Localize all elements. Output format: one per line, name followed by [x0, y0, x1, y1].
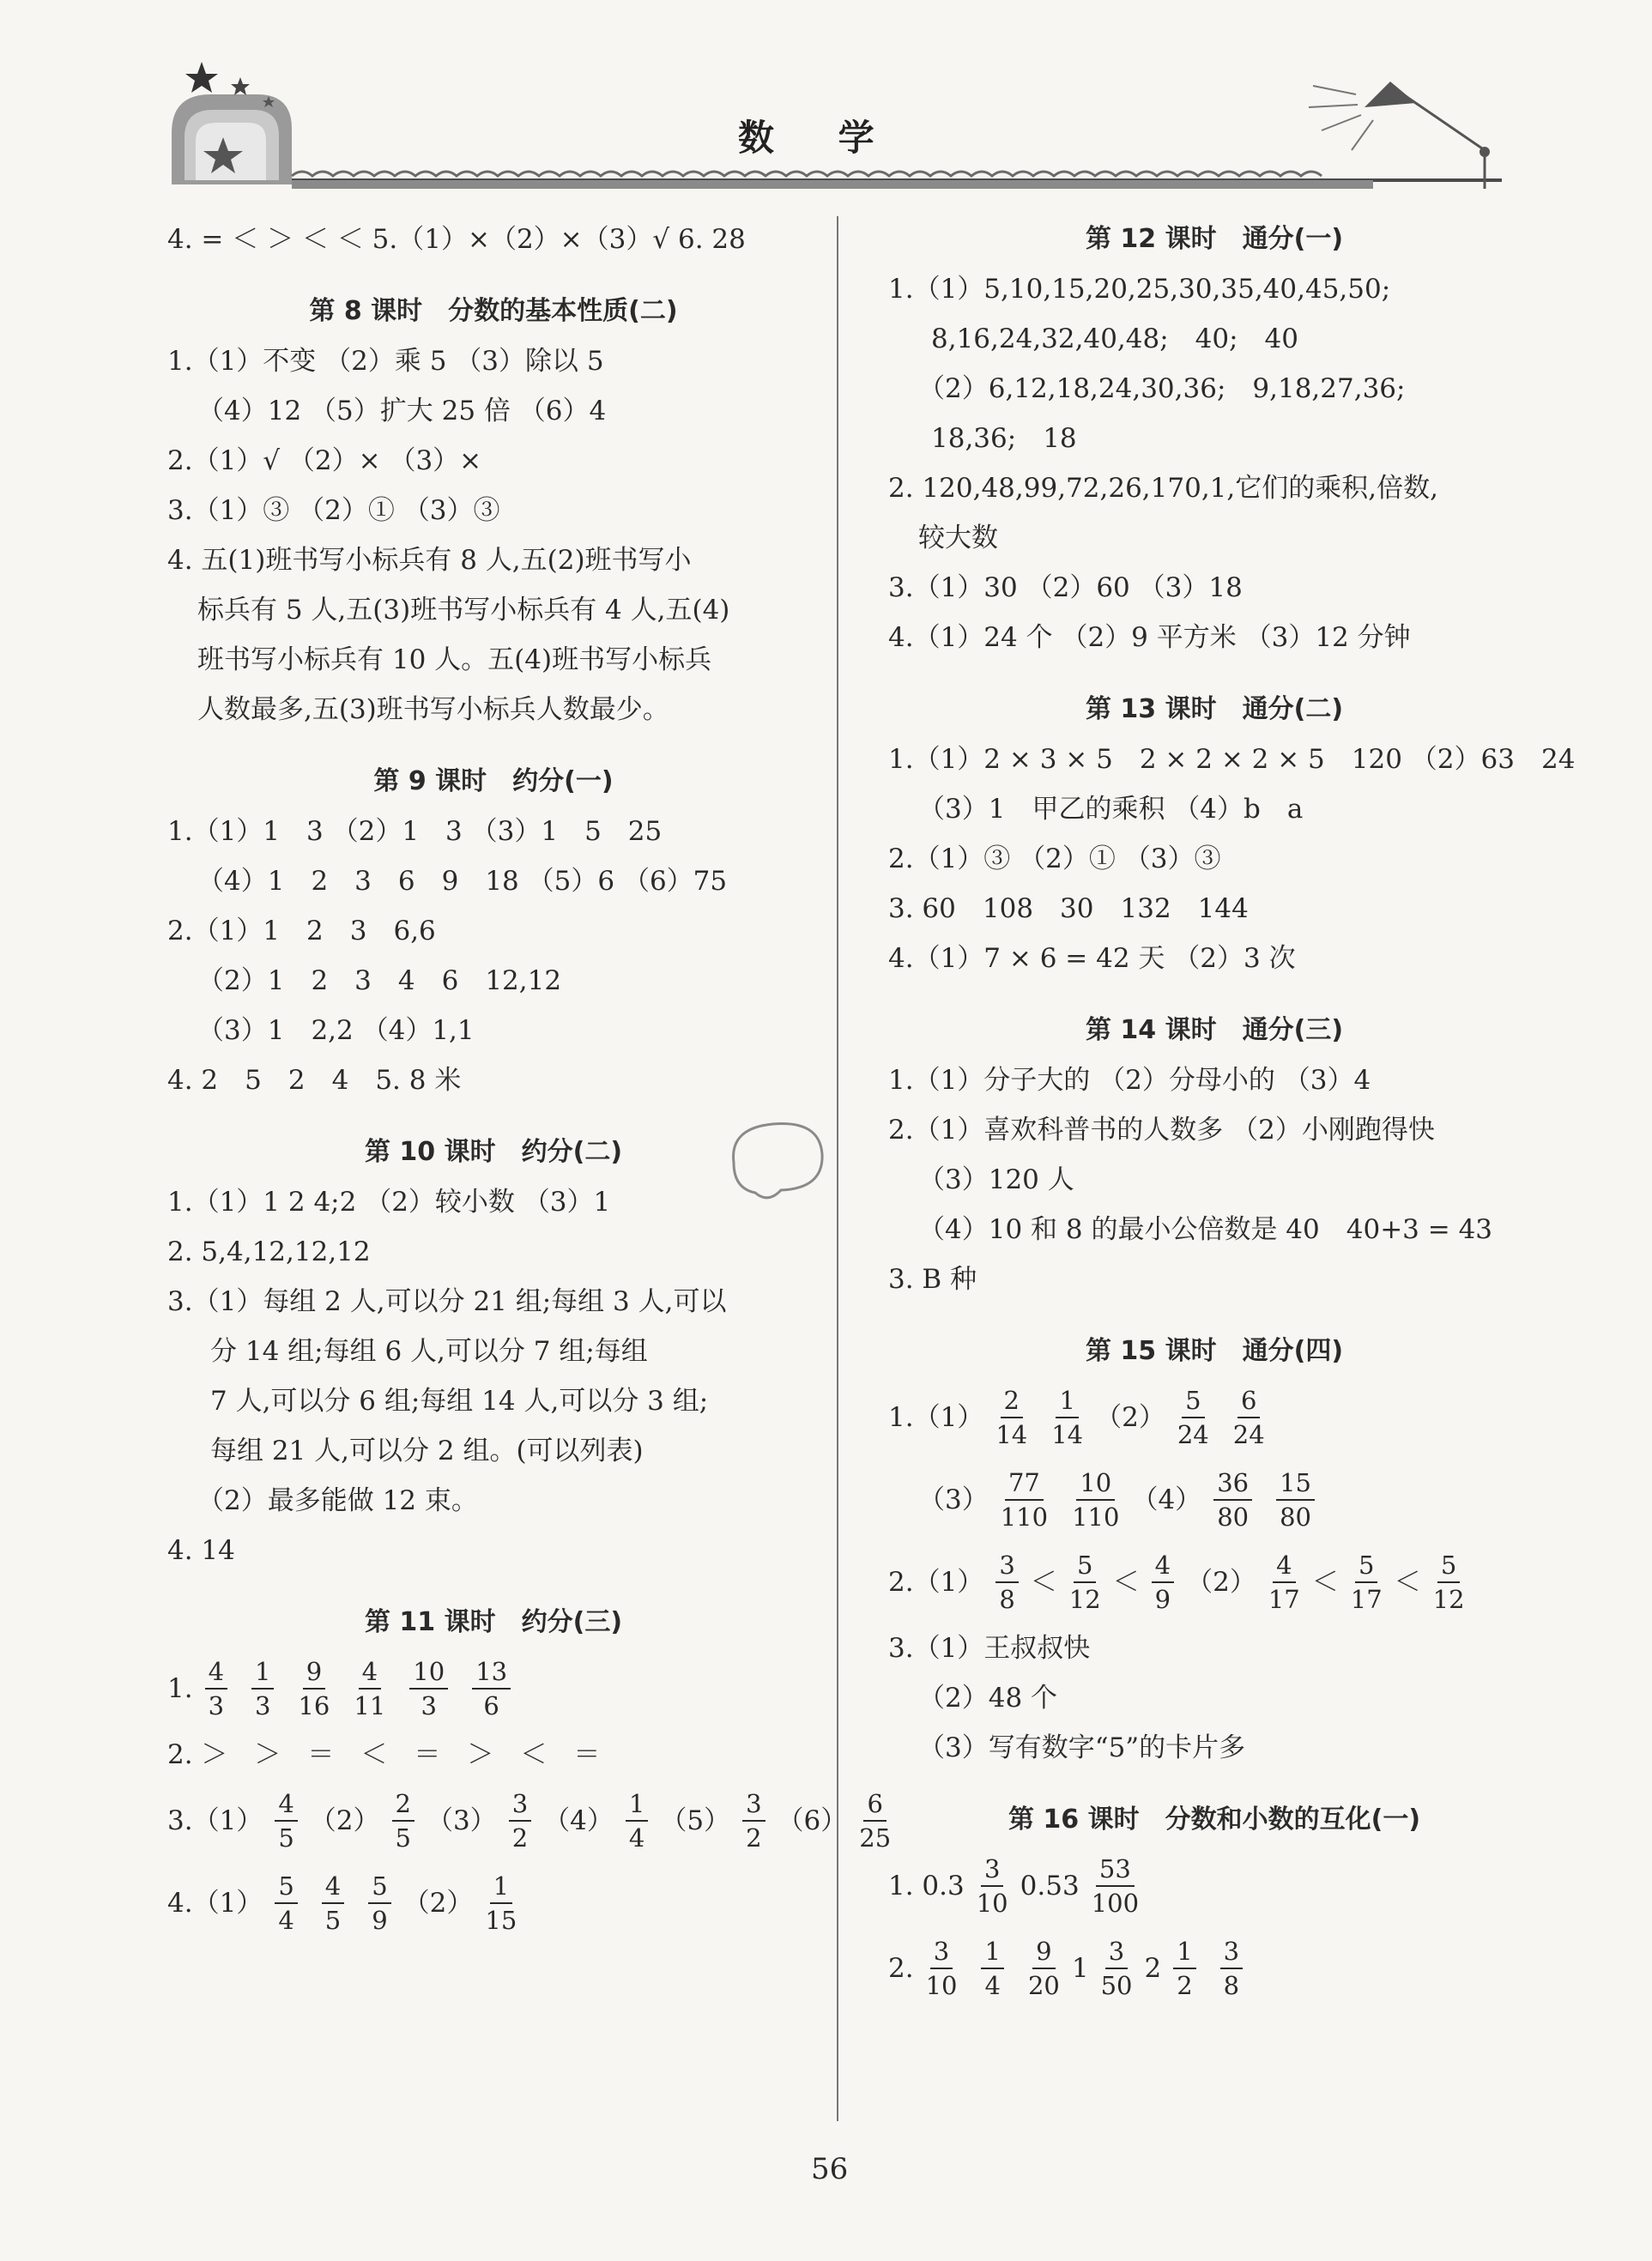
answer-line: 1.（1）不变 （2）乘 5 （3）除以 5: [167, 346, 604, 377]
answer-line: 7 人,可以分 6 组;每组 14 人,可以分 3 组;: [210, 1386, 709, 1417]
answer-line: 3. B 种: [888, 1264, 977, 1295]
left-column: [167, 215, 892, 1944]
answer-line: 每组 21 人,可以分 2 组。(可以列表): [210, 1436, 644, 1466]
answer-text: ＜: [1112, 1567, 1140, 1598]
answer-line: 3.（1）③ （2）① （3）③: [167, 495, 500, 526]
fraction: [859, 1787, 891, 1854]
fraction-numerator: 2: [392, 1787, 415, 1822]
answer-line: 标兵有 5 人,五(3)班书写小标兵有 4 人,五(4): [197, 595, 730, 626]
fraction-numerator: 2: [1001, 1384, 1023, 1418]
fraction: [1173, 1935, 1195, 2002]
fraction-denominator: 2: [511, 1823, 529, 1853]
fraction-denominator: 80: [1280, 1502, 1311, 1532]
fraction-numerator: 13: [472, 1655, 511, 1690]
answer-text: ＜: [1030, 1567, 1057, 1598]
fraction-numerator: 4: [275, 1787, 297, 1822]
fraction: [298, 1655, 330, 1722]
fraction-denominator: 24: [1232, 1420, 1265, 1449]
answer-line: 班书写小标兵有 10 人。五(4)班书写小标兵: [197, 644, 712, 675]
fraction-numerator: 3: [981, 1853, 1003, 1887]
fraction-numerator: 53: [1096, 1853, 1135, 1887]
fraction-numerator: 10: [1076, 1466, 1115, 1501]
fraction: [981, 1935, 1003, 2002]
answer-text: （2）: [1186, 1567, 1256, 1598]
answer-line: 3. 60 108 30 132 144: [888, 893, 1249, 924]
fraction-answer-line: [888, 1541, 1540, 1623]
fraction: [1276, 1466, 1315, 1533]
fraction: [1177, 1384, 1209, 1451]
answer-text: 1.（1）: [888, 1402, 984, 1433]
fraction-denominator: 10: [976, 1889, 1008, 1918]
answer-line: 较大数: [918, 523, 998, 553]
fraction-numerator: 1: [1056, 1384, 1078, 1418]
fraction: [275, 1787, 297, 1854]
answer-line: 1.（1）1 2 4;2 （2）较小数 （3）1: [167, 1187, 611, 1218]
answer-text: 1. 0.3: [888, 1871, 965, 1901]
answer-line: （3）1 甲乙的乘积 （4）b a: [918, 794, 1304, 825]
fraction-denominator: 25: [859, 1823, 892, 1853]
answer-text: 2.: [888, 1953, 914, 1984]
fraction-numerator: 4: [359, 1655, 381, 1690]
answer-text: 3.（1）: [167, 1805, 263, 1836]
fraction-denominator: 12: [1068, 1585, 1101, 1614]
fraction: [1001, 1466, 1048, 1533]
fraction-numerator: 4: [1273, 1549, 1295, 1583]
fraction-numerator: 15: [1276, 1466, 1315, 1501]
fraction: [205, 1655, 227, 1722]
fraction-denominator: 16: [298, 1691, 330, 1720]
fraction-denominator: 14: [995, 1420, 1028, 1449]
fraction: [251, 1655, 274, 1722]
answer-text: 4.（1）: [167, 1888, 263, 1919]
fraction-denominator: 17: [1350, 1585, 1383, 1614]
page-header: [163, 51, 1502, 197]
fraction-numerator: 3: [995, 1549, 1018, 1583]
fraction-numerator: 36: [1213, 1466, 1252, 1501]
fraction-denominator: 12: [1432, 1585, 1465, 1614]
fraction-numerator: 5: [275, 1870, 297, 1904]
answer-text: （6）: [777, 1805, 848, 1836]
lesson-title: 第 13 课时 通分(二): [1085, 694, 1344, 724]
fraction-denominator: 15: [485, 1906, 517, 1935]
fraction: [1268, 1549, 1300, 1616]
lesson-title: 第 16 课时 分数和小数的互化(一): [1008, 1805, 1421, 1835]
answer-line: 1.（1）分子大的 （2）分母小的 （3）4: [888, 1065, 1371, 1096]
fraction: [485, 1870, 517, 1937]
answer-line: 3.（1）30 （2）60 （3）18: [888, 572, 1243, 603]
fraction: [1233, 1384, 1265, 1451]
fraction-numerator: 3: [1220, 1935, 1243, 1969]
fraction-numerator: 5: [1437, 1549, 1460, 1583]
fraction-denominator: 3: [421, 1691, 437, 1720]
answer-text: ＜: [1311, 1567, 1339, 1598]
fraction: [1069, 1549, 1101, 1616]
answer-line: 人数最多,五(3)班书写小标兵人数最少。: [197, 694, 669, 725]
fraction-numerator: 5: [368, 1870, 390, 1904]
fraction-denominator: 10: [925, 1971, 958, 2000]
lesson-title: 第 14 课时 通分(三): [1085, 1015, 1344, 1045]
answer-line: 2.（1）1 2 3 6,6: [167, 916, 436, 946]
answer-line: （4）12 （5）扩大 25 倍 （6）4: [197, 396, 607, 426]
fraction: [275, 1870, 297, 1937]
fraction: [509, 1787, 531, 1854]
answer-line: （2）1 2 3 4 6 12,12: [197, 965, 562, 996]
answer-line: 1.（1）2 × 3 × 5 2 × 2 × 2 × 5 120 （2）63 24: [888, 744, 1576, 775]
answer-line: 分 14 组;每组 6 人,可以分 7 组;每组: [210, 1336, 648, 1367]
fraction-denominator: 4: [278, 1906, 294, 1935]
answer-line: 18,36; 18: [931, 423, 1077, 454]
subject-title: 数 学: [738, 117, 900, 159]
fraction-denominator: 110: [1072, 1502, 1120, 1532]
fraction: [1433, 1549, 1465, 1616]
right-column: [888, 215, 1576, 2010]
fraction-denominator: 9: [1154, 1585, 1171, 1614]
answer-line: （4）1 2 3 6 9 18 （5）6 （6）75: [197, 866, 728, 897]
fraction: [368, 1870, 390, 1937]
fraction-numerator: 9: [303, 1655, 325, 1690]
fraction-denominator: 3: [255, 1691, 271, 1720]
answer-line: （2）6,12,18,24,30,36; 9,18,27,36;: [918, 373, 1406, 404]
answer-line: 4.（1）24 个 （2）9 平方米 （3）12 分钟: [888, 622, 1411, 653]
answer-text: （2）: [309, 1805, 380, 1836]
fraction-denominator: 6: [483, 1691, 499, 1720]
fraction-denominator: 5: [278, 1823, 294, 1853]
fraction-denominator: 24: [1177, 1420, 1209, 1449]
answer-line: 4. = ＜ ＞ ＜ ＜ 5.（1）×（2）×（3）√ 6. 28: [167, 224, 746, 255]
fraction-numerator: 9: [1032, 1935, 1055, 1969]
fraction: [995, 1384, 1027, 1451]
fraction: [409, 1655, 448, 1722]
answer-line: 2.（1）③ （2）① （3）③: [888, 843, 1221, 874]
fraction-answer-line: [888, 1376, 1540, 1459]
fraction: [977, 1853, 1008, 1919]
answer-text: （5）: [660, 1805, 731, 1836]
answer-text: 1: [1071, 1953, 1089, 1984]
fraction-numerator: 1: [490, 1870, 512, 1904]
fraction-denominator: 4: [984, 1971, 1001, 2000]
answer-line: 3.（1）每组 2 人,可以分 21 组;每组 3 人,可以: [167, 1286, 727, 1317]
fraction-numerator: 6: [1237, 1384, 1260, 1418]
fraction-denominator: 4: [628, 1823, 645, 1853]
fraction: [354, 1655, 385, 1722]
answer-line: 2.（1）√ （2）× （3）×: [167, 445, 482, 476]
fraction: [742, 1787, 765, 1854]
answer-line: 1.（1）1 3 （2）1 3 （3）1 5 25: [167, 816, 663, 847]
lesson-title: 第 12 课时 通分(一): [1085, 224, 1344, 254]
fraction-denominator: 8: [999, 1585, 1015, 1614]
answer-text: 2.（1）: [888, 1567, 984, 1598]
fraction-denominator: 11: [354, 1691, 386, 1720]
answer-line: 2. ＞ ＞ ＝ ＜ ＝ ＞ ＜ ＝: [167, 1739, 601, 1770]
fraction-numerator: 6: [863, 1787, 886, 1822]
lesson-title: 第 15 课时 通分(四): [1085, 1336, 1344, 1366]
fraction-answer-line: [167, 1647, 820, 1730]
answer-line: 2. 5,4,12,12,12: [167, 1236, 371, 1267]
answer-line: （3）写有数字“5”的卡片多: [918, 1732, 1246, 1763]
answer-text: （4）: [1131, 1484, 1202, 1515]
fraction: [1152, 1549, 1174, 1616]
answer-text: （2）: [1095, 1402, 1165, 1433]
answer-line: （2）最多能做 12 束。: [197, 1485, 478, 1516]
page-number: 56: [811, 2152, 849, 2186]
fraction-denominator: 9: [372, 1906, 388, 1935]
fraction: [1220, 1935, 1243, 2002]
fraction: [926, 1935, 958, 2002]
fraction-numerator: 10: [409, 1655, 448, 1690]
fraction-denominator: 2: [1177, 1971, 1193, 2000]
answer-line: 4. 五(1)班书写小标兵有 8 人,五(2)班书写小: [167, 545, 692, 576]
lesson-title: 第 8 课时 分数的基本性质(二): [309, 296, 678, 326]
answer-line: 2. 120,48,99,72,26,170,1,它们的乘积,倍数,: [888, 473, 1438, 504]
fraction-numerator: 3: [742, 1787, 765, 1822]
fraction-answer-line: [167, 1862, 820, 1944]
answer-line: 2.（1）喜欢科普书的人数多 （2）小刚跑得快: [888, 1115, 1435, 1146]
lesson-title: 第 11 课时 约分(三): [364, 1607, 623, 1637]
fraction-numerator: 5: [1355, 1549, 1377, 1583]
fraction: [1072, 1466, 1119, 1533]
watermark-stamp: [721, 1111, 832, 1209]
answer-text: 0.53: [1020, 1871, 1080, 1901]
answer-line: （3）1 2,2 （4）1,1: [197, 1015, 475, 1046]
fraction: [322, 1870, 344, 1937]
fraction: [1101, 1935, 1133, 2002]
fraction-denominator: 5: [324, 1906, 342, 1935]
answer-line: （2）48 个: [918, 1683, 1058, 1714]
fraction: [472, 1655, 511, 1722]
fraction-denominator: 8: [1223, 1971, 1240, 2000]
fraction-numerator: 1: [251, 1655, 274, 1690]
fraction-numerator: 4: [1152, 1549, 1174, 1583]
fraction-denominator: 3: [208, 1691, 225, 1720]
answer-text: ＜: [1394, 1567, 1421, 1598]
fraction-numerator: 77: [1005, 1466, 1044, 1501]
fraction-denominator: 50: [1100, 1971, 1133, 2000]
answer-text: （2）: [402, 1888, 474, 1919]
answer-line: 4. 14: [167, 1535, 235, 1566]
lesson-title: 第 10 课时 约分(二): [364, 1137, 623, 1167]
fraction-answer-line: [888, 1845, 1540, 1927]
fraction: [1092, 1853, 1139, 1919]
fraction-denominator: 100: [1091, 1889, 1140, 1918]
fraction-numerator: 3: [930, 1935, 953, 1969]
fraction-numerator: 4: [322, 1870, 344, 1904]
answer-line: （4）10 和 8 的最小公倍数是 40 40+3 = 43: [918, 1214, 1493, 1245]
answer-line: 8,16,24,32,40,48; 40; 40: [931, 323, 1299, 354]
fraction-numerator: 1: [626, 1787, 648, 1822]
fraction-numerator: 1: [981, 1935, 1003, 1969]
fraction-denominator: 2: [746, 1823, 762, 1853]
fraction-denominator: 5: [395, 1823, 411, 1853]
fraction-numerator: 1: [1173, 1935, 1195, 1969]
fraction-denominator: 17: [1268, 1585, 1300, 1614]
fraction: [626, 1787, 648, 1854]
fraction: [1051, 1384, 1083, 1451]
fraction-denominator: 20: [1027, 1971, 1060, 2000]
answer-line: 1.（1）5,10,15,20,25,30,35,40,45,50;: [888, 274, 1391, 305]
fraction-answer-line: [888, 1459, 1540, 1541]
fraction-numerator: 3: [1105, 1935, 1128, 1969]
fraction-numerator: 3: [509, 1787, 531, 1822]
fraction-numerator: 5: [1182, 1384, 1204, 1418]
fraction-denominator: 14: [1051, 1420, 1084, 1449]
fraction-answer-line: [167, 1780, 892, 1862]
answer-text: （3）: [918, 1484, 989, 1515]
fraction-numerator: 5: [1074, 1549, 1096, 1583]
fraction-denominator: 80: [1217, 1502, 1250, 1532]
answer-text: 1.: [167, 1673, 193, 1704]
fraction: [1213, 1466, 1252, 1533]
answer-text: 2: [1144, 1953, 1162, 1984]
fraction: [1351, 1549, 1383, 1616]
answer-text: （3）: [426, 1805, 497, 1836]
answer-line: 3.（1）王叔叔快: [888, 1633, 1091, 1664]
answer-line: 4. 2 5 2 4 5. 8 米: [167, 1065, 462, 1096]
fraction-answer-line: [888, 1927, 1540, 2010]
fraction: [995, 1549, 1018, 1616]
fraction-numerator: 4: [205, 1655, 227, 1690]
fraction-denominator: 110: [1000, 1502, 1049, 1532]
fraction: [1028, 1935, 1060, 2002]
fraction: [392, 1787, 415, 1854]
answer-line: （3）120 人: [918, 1164, 1074, 1195]
answer-text: （4）: [543, 1805, 614, 1836]
lesson-title: 第 9 课时 约分(一): [373, 766, 614, 796]
answer-line: 4.（1）7 × 6 = 42 天 （2）3 次: [888, 943, 1296, 974]
